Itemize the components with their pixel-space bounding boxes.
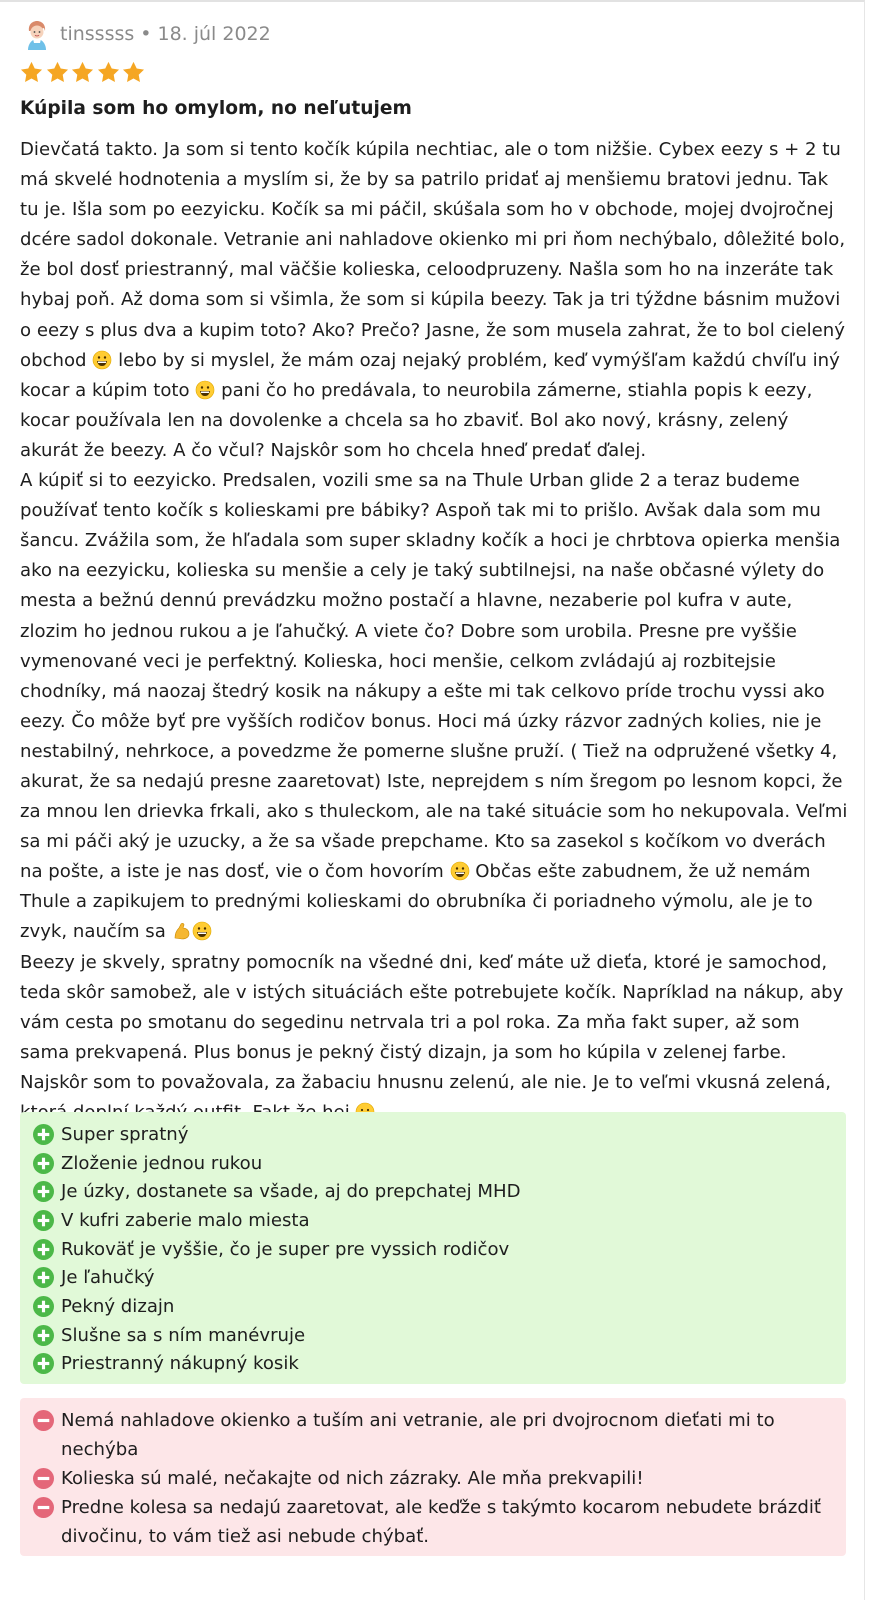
pros-item-text: V kufri zaberie malo miesta	[61, 1209, 310, 1231]
review-text: Občas ešte zabudnem, že už nemám Thule a zapikujem to prednými kolieskami do obrubníka či poriadneho výmolu, ale je to zvyk, naučím sa	[20, 861, 813, 943]
pros-item	[33, 1235, 846, 1264]
review-paragraph	[20, 948, 850, 1129]
review-date: 18. júl 2022	[157, 23, 271, 45]
grinning-face-emoji-icon	[92, 350, 112, 370]
pros-item	[33, 1206, 846, 1235]
flexed-biceps-emoji-icon	[172, 921, 192, 941]
minus-circle-icon	[33, 1410, 54, 1431]
plus-circle-icon	[33, 1325, 54, 1346]
review-paragraph	[20, 135, 850, 466]
plus-circle-icon	[33, 1124, 54, 1145]
pros-item	[33, 1350, 846, 1379]
grinning-face-emoji-icon	[192, 921, 212, 941]
cons-item-text: Nemá nahladove okienko a tuším ani vetranie, ale pri dvojrocnom dieťati mi to nechýba	[61, 1410, 775, 1460]
plus-circle-icon	[33, 1296, 54, 1317]
user-avatar-icon[interactable]	[20, 17, 54, 51]
plus-circle-icon	[33, 1210, 54, 1231]
plus-circle-icon	[33, 1181, 54, 1202]
review-meta	[20, 17, 271, 51]
pros-item-text: Pekný dizajn	[61, 1295, 175, 1317]
plus-circle-icon	[33, 1353, 54, 1374]
meta-separator: •	[140, 23, 152, 45]
cons-item	[33, 1464, 826, 1493]
plus-circle-icon	[33, 1267, 54, 1288]
cons-item	[33, 1406, 826, 1464]
star-icon	[96, 60, 121, 85]
cons-item-text: Predne kolesa sa nedajú zaaretovat, ale keďže s takýmto kocarom nebudete brázdiť divočinu, to vám tiež asi nebude chýbať.	[61, 1497, 821, 1547]
star-icon	[45, 60, 70, 85]
grinning-face-emoji-icon	[195, 380, 215, 400]
review-paragraph	[20, 466, 850, 948]
plus-circle-icon	[33, 1153, 54, 1174]
pros-item	[33, 1120, 846, 1149]
pros-item-text: Je úzky, dostanete sa všade, aj do prepchatej MHD	[61, 1181, 521, 1203]
pros-item-text: Priestranný nákupný kosik	[61, 1353, 299, 1375]
cons-item	[33, 1493, 826, 1551]
pros-item-text: Super spratný	[61, 1123, 189, 1145]
pros-list	[20, 1112, 846, 1384]
pros-item	[33, 1149, 846, 1178]
pros-item	[33, 1263, 846, 1292]
author-name[interactable]: tinsssss	[60, 23, 135, 45]
review-text: Dievčatá takto. Ja som si tento kočík kúpila nechtiac, ale o tom nižšie. Cybex eezy s + 2 tu má skvelé hodnotenia a myslím si, že by sa patrilo pridať aj menšiemu bratovi jednu. Tak tu je. Išla som po eezyicku. Kočík sa mi páčil, skúšala som ho v obchode, mojej dvojročnej dcére sadol dokonale. Vetranie ani nahladove okienko mi pri ňom nechýbalo, dôležité bolo, že bol dosť priestranný, mal väčšie kolieska, celoodpruzeny. Našla som ho na inzeráte tak hybaj poň. Až doma som si všimla, že som si kúpila beezy. Tak ja tri týždne básnim mužovi o eezy s plus dva a kupim toto? Ako? Prečo? Jasne, že som musela zahrat, že to bol cielený obchod	[20, 139, 846, 371]
star-icon	[121, 60, 146, 85]
star-icon	[70, 60, 95, 85]
pros-item	[33, 1292, 846, 1321]
review-body	[20, 135, 850, 1128]
grinning-face-emoji-icon	[450, 861, 470, 881]
plus-circle-icon	[33, 1239, 54, 1260]
pros-item-text: Je ľahučký	[61, 1267, 155, 1289]
minus-circle-icon	[33, 1497, 54, 1518]
pros-item	[33, 1321, 846, 1350]
cons-list	[20, 1398, 846, 1556]
pros-item	[33, 1177, 846, 1206]
review-text: A kúpiť si to eezyicko. Predsalen, vozili sme sa na Thule Urban glide 2 a teraz budeme používať tento kočík s kolieskami pre bábiky? Aspoň tak mi to prišlo. Avšak dala som mu šancu. Zvážila som, že hľadala som super skladny kočík a hoci je chrbtova opierka menšia ako na eezyicku, kolieska su menšie a cely je taký subtilnejsi, na naše občasné výlety do mesta a bežnú dennú prevádzku možno postačí a hlavne, nezaberie pol kufra v aute, zlozim ho jednou rukou a je ľahučký. A viete čo? Dobre som urobila. Presne pre vyššie vymenované veci je perfektný. Kolieska, hoci menšie, celkom zvládajú aj rozbitejsie chodníky, má naozaj štedrý kosik na nákupy a ešte mi tak celkovo príde trochu vyssi ako eezy. Čo môže byť pre vyšších rodičov bonus. Hoci má úzky rázvor zadných kolies, nie je nestabilný, nehrkoce, a povedzme že pomerne slušne pruží. ( Tiež na odpružené všetky 4, akurat, že sa nedajú presne zaaretovat) Iste, neprejdem s ním šregom po lesnom kopci, že za mnou len drievka frkali, ako s thuleckom, ale na také situácie som ho nekupovala. Veľmi sa mi páči aký je uzucky, a že sa všade prepchame. Kto sa zasekol s kočíkom vo dverách na pošte, a iste je nas dosť, vie o čom hovorím	[20, 470, 848, 883]
pros-item-text: Zloženie jednou rukou	[61, 1152, 263, 1174]
review-title: Kúpila som ho omylom, no neľutujem	[20, 98, 412, 119]
minus-circle-icon	[33, 1468, 54, 1489]
review-text: Beezy je skvely, spratny pomocník na všedné dni, keď máte už dieťa, ktoré je samochod, teda skôr samobež, ale v istých situáciách ešte potrebujete kočík. Napríklad na nákup, aby vám cesta po smotanu do segedinu netrvala tri a pol roka. Za mňa fakt super, až som sama prekvapená. Plus bonus je pekný čistý dizajn, ja som ho kúpila v zelenej farbe. Najskôr som to považovala, za žabaciu hnusnu zelenú, ale nie. Je to veľmi vkusná zelená,	[20, 951, 844, 1093]
pros-item-text: Rukoväť je vyššie, čo je super pre vyssich rodičov	[61, 1238, 510, 1260]
star-icon	[19, 60, 44, 85]
pros-item-text: Slušne sa s ním manévruje	[61, 1324, 306, 1346]
cons-item-text: Kolieska sú malé, nečakajte od nich zázraky. Ale mňa prekvapili!	[61, 1468, 644, 1489]
review-text: lebo by si myslel, že mám ozaj nejaký problém, keď vymýšľam každú chvíľu iný kocar a kúpim toto	[20, 349, 840, 401]
review-text: pani čo ho predávala, to neurobila zámerne, stiahla popis k eezy, kocar používala len na dovolenke a chcela sa ho zbaviť. Bol ako nový, krásny, zelený akurát že beezy. A čo včul? Najskôr som ho chcela hneď predať ďalej.	[20, 379, 813, 461]
rating-stars	[19, 60, 147, 85]
